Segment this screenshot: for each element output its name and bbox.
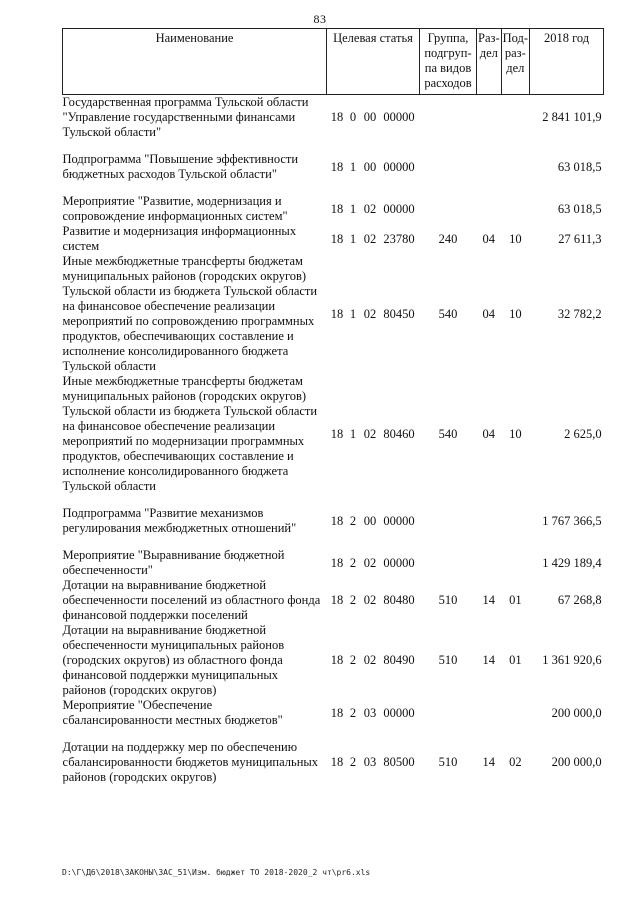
code-part-3: 03 [363,755,377,769]
code-part-2: 2 [349,705,357,720]
row-expense-group [420,194,477,224]
row-expense-group: 240 [438,231,458,246]
code-part-4: 00000 [383,555,415,570]
row-target-article [327,194,420,224]
table-row [63,578,604,623]
row-name: Иные межбюджетные трансферты бюджетам муниципальных районов (городских округов) Тульской области из бюджета Тульской области на финансовое обеспечение реализации мероприятий по модернизации программных продуктов, обеспечивающих составление и исполнение консолидированного бюджета Тульской области [62,374,318,493]
header-row [63,29,604,95]
row-subsection: 02 [509,755,522,769]
row-subsection: 01 [509,593,522,607]
code-part-4: 80500 [383,755,415,769]
page-number: 83 [313,12,327,26]
header-expense-group: Группа, подгруп- па видов расходов [420,29,477,95]
table-row [63,698,604,740]
code-part-1: 18 [330,231,344,246]
row-subsection: 10 [509,231,522,246]
row-expense-group [420,95,477,153]
code-part-1: 18 [330,755,344,769]
row-name: Дотации на выравнивание бюджетной обеспеченности поселений из областного фонда финансовой поддержки поселений [62,578,321,622]
row-amount-2018: 32 782,2 [557,306,602,321]
code-part-1: 18 [330,426,344,441]
code-part-2: 1 [349,201,357,216]
row-name: Мероприятие "Обеспечение сбалансированности местных бюджетов" [62,698,283,727]
row-amount-2018: 2 625,0 [564,426,602,441]
row-target-article [327,152,420,194]
row-target-article [327,254,420,374]
code-part-1: 18 [330,555,344,570]
row-name: Мероприятие "Развитие, модернизация и сопровождение информационных систем" [62,194,288,223]
table-row [63,152,604,194]
row-section: 14 [482,755,496,769]
row-amount-2018: 63 018,5 [557,159,602,174]
row-section [477,152,502,194]
row-expense-group: 540 [438,426,458,441]
code-part-3: 00 [363,513,377,528]
row-target-article [327,698,420,740]
row-target-article [327,548,420,578]
budget-table [62,28,604,785]
code-part-1: 18 [330,705,344,720]
row-section [477,506,502,548]
row-expense-group: 510 [438,593,458,607]
code-part-3: 02 [363,593,377,607]
row-section: 04 [482,306,496,321]
code-part-3: 02 [363,201,377,216]
row-amount-2018: 1 429 189,4 [542,555,602,570]
row-name: Дотации на выравнивание бюджетной обеспеченности муниципальных районов (городских округов) из областного фонда финансовой поддержки муниципальных районов (городских округов) [62,623,285,697]
code-part-1: 18 [330,653,344,667]
code-part-2: 0 [349,110,357,124]
row-name: Развитие и модернизация информационных систем [62,224,297,253]
row-subsection [501,152,529,194]
table-row [63,623,604,698]
row-expense-group: 540 [438,306,458,321]
row-target-article [327,224,420,254]
row-amount-2018: 200 000,0 [551,705,602,720]
row-section [477,548,502,578]
row-amount-2018: 1 767 366,5 [542,513,602,528]
code-part-3: 02 [363,231,377,246]
row-amount-2018: 1 361 920,6 [542,653,602,667]
row-section [477,95,502,153]
row-section: 04 [482,231,496,246]
code-part-1: 18 [330,513,344,528]
row-name: Подпрограмма "Развитие механизмов регулирования межбюджетных отношений" [62,506,297,535]
row-subsection: 10 [509,426,522,441]
header-name: Наименование [63,29,327,95]
row-subsection: 01 [509,653,522,667]
row-subsection [501,698,529,740]
code-part-2: 2 [349,513,357,528]
row-target-article [327,506,420,548]
code-part-2: 1 [349,426,357,441]
row-section [477,194,502,224]
row-name: Мероприятие "Выравнивание бюджетной обеспеченности" [62,548,285,577]
table-row [63,224,604,254]
row-subsection [501,95,529,153]
code-part-2: 2 [349,755,357,769]
table-row [63,506,604,548]
header-subsection: Под- раз- дел [501,29,529,95]
table-row [63,95,604,153]
row-amount-2018: 63 018,5 [557,201,602,216]
header-year-2018: 2018 год [530,29,604,95]
row-name: Иные межбюджетные трансферты бюджетам муниципальных районов (городских округов) Тульской области из бюджета Тульской области на финансовое обеспечение реализации мероприятий по сопровождению программных продуктов, обеспечивающих составление и исполнение консолидированного бюджета Тульской области [62,254,318,373]
row-expense-group [420,698,477,740]
table-row [63,194,604,224]
row-amount-2018: 27 611,3 [558,231,602,246]
table-row [63,548,604,578]
row-subsection [501,506,529,548]
row-target-article [327,740,420,785]
header-section: Раз- дел [477,29,502,95]
code-part-4: 00000 [383,159,415,174]
code-part-4: 00000 [383,110,415,124]
row-expense-group [420,548,477,578]
row-section: 14 [482,593,496,607]
row-expense-group: 510 [438,653,458,667]
row-section: 14 [482,653,496,667]
code-part-1: 18 [330,201,344,216]
row-name: Дотации на поддержку мер по обеспечению сбалансированности бюджетов муниципальных районов (городских округов) [62,740,319,784]
code-part-2: 1 [349,231,357,246]
code-part-3: 00 [363,159,377,174]
code-part-4: 80490 [383,653,415,667]
table-body [63,95,604,786]
code-part-2: 2 [349,555,357,570]
row-name: Подпрограмма "Повышение эффективности бюджетных расходов Тульской области" [62,152,299,181]
code-part-1: 18 [330,110,344,124]
footer-file-path: D:\Г\Д6\2018\ЗАКОНЫ\ЗАС_51\Изм. бюджет ТО 2018-2020_2 чт\pr6.xls [62,868,371,877]
code-part-2: 2 [349,593,357,607]
code-part-4: 00000 [383,705,415,720]
table-row [63,374,604,506]
code-part-3: 02 [363,306,377,321]
code-part-2: 2 [349,653,357,667]
row-amount-2018: 200 000,0 [551,755,602,769]
code-part-4: 00000 [383,201,415,216]
code-part-1: 18 [330,306,344,321]
table-row [63,740,604,785]
row-expense-group [420,506,477,548]
row-amount-2018: 67 268,8 [557,593,602,607]
code-part-2: 1 [349,159,357,174]
code-part-4: 80450 [383,306,415,321]
row-target-article [327,95,420,153]
row-target-article [327,374,420,506]
code-part-3: 02 [363,426,377,441]
table-row [63,254,604,374]
code-part-4: 80480 [383,593,415,607]
code-part-3: 03 [363,705,377,720]
row-target-article [327,623,420,698]
code-part-4: 80460 [383,426,415,441]
row-target-article [327,578,420,623]
row-subsection [501,194,529,224]
header-target-article: Целевая статья [327,29,420,95]
row-expense-group [420,152,477,194]
row-section: 04 [482,426,496,441]
code-part-3: 02 [363,653,377,667]
row-subsection: 10 [509,306,522,321]
code-part-3: 00 [363,110,377,124]
code-part-2: 1 [349,306,357,321]
code-part-1: 18 [330,159,344,174]
code-part-4: 00000 [383,513,415,528]
row-name: Государственная программа Тульской области "Управление государственными финансами Тульской области" [62,95,309,139]
code-part-4: 23780 [383,231,415,246]
row-section [477,698,502,740]
row-expense-group: 510 [438,755,458,769]
row-subsection [501,548,529,578]
row-amount-2018: 2 841 101,9 [542,110,602,124]
code-part-3: 02 [363,555,377,570]
code-part-1: 18 [330,593,344,607]
